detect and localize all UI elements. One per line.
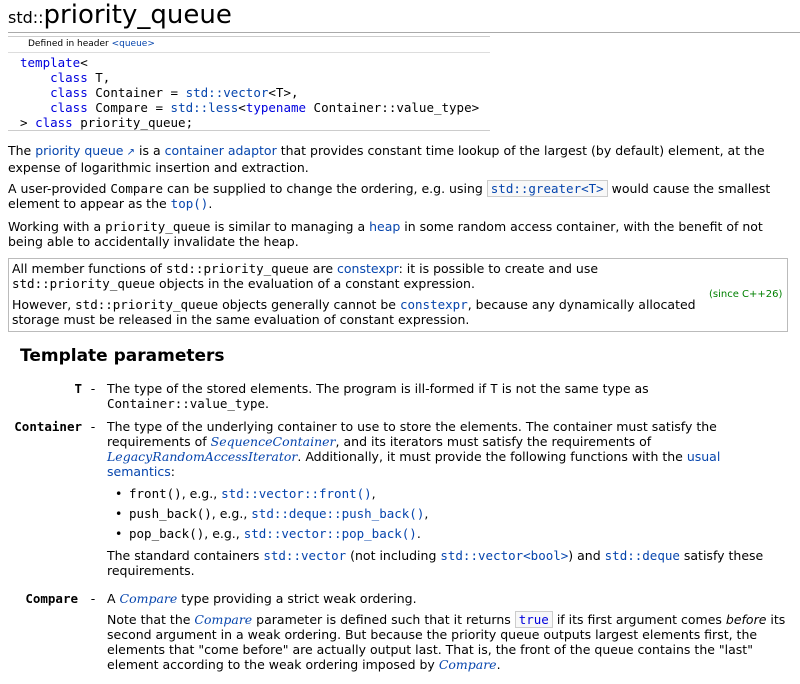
text: A user-provided bbox=[8, 181, 111, 196]
text: , bbox=[424, 506, 429, 521]
text: A bbox=[107, 591, 120, 606]
template-parameters-heading: Template parameters bbox=[20, 346, 225, 366]
text: : bbox=[170, 464, 175, 479]
title-name: priority_queue bbox=[43, 0, 232, 30]
bullet-icon: • bbox=[115, 506, 123, 521]
heap-link[interactable]: heap bbox=[369, 219, 401, 234]
text: (not including bbox=[346, 548, 441, 563]
external-link-icon: ↗ bbox=[123, 147, 136, 158]
code-keyword-class: class bbox=[50, 70, 88, 85]
param-dash: - bbox=[90, 381, 96, 396]
text: : it is possible to create and use bbox=[398, 261, 599, 276]
code: std::priority_queue bbox=[12, 276, 155, 291]
text: can be supplied to change the ordering, e.g. using bbox=[163, 181, 487, 196]
text: , e.g., bbox=[181, 486, 222, 501]
title-divider bbox=[8, 32, 800, 33]
vector-pop-back-link[interactable]: std::vector::pop_back() bbox=[243, 526, 417, 541]
text: . Additionally, it must provide the following functions with the bbox=[297, 449, 687, 464]
text: are bbox=[308, 261, 337, 276]
code: Container::value_type bbox=[107, 396, 266, 411]
standard-containers-note bbox=[107, 548, 787, 578]
code: T bbox=[490, 381, 498, 396]
code-keyword-class: class bbox=[50, 100, 88, 115]
code: std::priority_queue bbox=[165, 261, 309, 276]
text: , e.g., bbox=[204, 526, 244, 541]
text: , because any dynamically allocated storage must be released in the same evaluation of constant expression. bbox=[12, 297, 696, 327]
declaration-code: template< class T, class Container = std::vector<T>, class Compare = std::less<typename Container::value_type> > class priority_queue; bbox=[20, 55, 480, 130]
header-queue-link[interactable]: <queue> bbox=[111, 39, 155, 49]
text: objects generally cannot be bbox=[218, 297, 400, 312]
priority-queue-code: priority_queue bbox=[105, 219, 211, 234]
text: satisfy these requirements. bbox=[107, 548, 764, 578]
true-literal: true bbox=[515, 611, 553, 628]
std-deque-link[interactable]: std::deque bbox=[604, 548, 680, 563]
intro-paragraph-3 bbox=[8, 219, 788, 249]
code-keyword-template: template bbox=[20, 55, 81, 70]
param-desc-container bbox=[107, 419, 787, 479]
text: , e.g., bbox=[211, 506, 252, 521]
text: is a bbox=[135, 143, 165, 158]
defined-in-text: Defined in header bbox=[28, 39, 112, 49]
param-desc-compare bbox=[107, 591, 787, 606]
param-name-container: Container bbox=[14, 419, 82, 434]
text: ) and bbox=[568, 548, 605, 563]
declaration-divider bbox=[8, 52, 490, 53]
code: pop_back() bbox=[129, 526, 205, 541]
code: push_back() bbox=[129, 506, 212, 521]
std-vector-bool-link[interactable]: std::vector<bool> bbox=[440, 548, 569, 563]
compare-link[interactable]: Compare bbox=[194, 612, 253, 627]
code-keyword-class: class bbox=[50, 85, 88, 100]
page-title bbox=[8, 0, 232, 30]
defined-in-header bbox=[28, 39, 155, 49]
text: in some random access container, with the benefit of not being able to accidentally invalidate the heap. bbox=[8, 219, 763, 249]
constexpr-link[interactable]: constexpr bbox=[337, 261, 399, 276]
param-name-compare: Compare bbox=[25, 591, 78, 606]
code-link-std-less[interactable]: std::less bbox=[170, 100, 239, 115]
deque-push-back-link[interactable]: std::deque::push_back() bbox=[251, 506, 425, 521]
text: parameter is defined such that it returns bbox=[252, 612, 515, 627]
title-namespace: std:: bbox=[8, 8, 44, 27]
param-desc-t bbox=[107, 381, 787, 411]
text: Working with a bbox=[8, 219, 106, 234]
container-adaptor-link[interactable]: container adaptor bbox=[164, 143, 277, 158]
text: The standard containers bbox=[107, 548, 264, 563]
constexpr-note-line-2 bbox=[12, 297, 702, 327]
declaration-box bbox=[8, 36, 490, 131]
text: . bbox=[208, 196, 213, 211]
constexpr-note-line-1 bbox=[12, 261, 702, 291]
sequence-container-link[interactable]: SequenceContainer bbox=[210, 434, 336, 449]
text: is not the same type as bbox=[497, 381, 649, 396]
list-item bbox=[115, 506, 775, 521]
text: its second argument in a weak ordering. But because the priority queue outputs largest elements first, the elements that "come before" are actually output last. That is, the front of the queue contains the "last" element according to the weak ordering imposed by bbox=[107, 612, 786, 672]
list-item bbox=[115, 526, 775, 541]
code-keyword-typename: typename bbox=[245, 100, 307, 115]
code-link-std-vector[interactable]: std::vector bbox=[185, 85, 269, 100]
bullet-icon: • bbox=[115, 526, 123, 541]
compare-note bbox=[107, 612, 787, 672]
text: would cause the smallest element to appear as the bbox=[8, 181, 771, 211]
param-dash: - bbox=[90, 419, 96, 434]
list-item bbox=[115, 486, 775, 501]
text: However, bbox=[12, 297, 76, 312]
priority-queue-link[interactable]: priority queue bbox=[35, 143, 124, 158]
std-greater-link[interactable]: std::greater<T> bbox=[487, 180, 608, 197]
text: is similar to managing a bbox=[210, 219, 370, 234]
text: . bbox=[416, 526, 421, 541]
text: The bbox=[8, 143, 36, 158]
param-dash: - bbox=[90, 591, 96, 606]
legacy-random-access-iterator-link[interactable]: LegacyRandomAccessIterator bbox=[107, 449, 298, 464]
text: . bbox=[265, 396, 270, 411]
text: if its first argument comes bbox=[552, 612, 726, 627]
compare-code: Compare bbox=[110, 181, 164, 196]
emphasis-before: before bbox=[725, 612, 767, 627]
text: , and its iterators must satisfy the requirements of bbox=[335, 434, 652, 449]
code: std::priority_queue bbox=[75, 297, 219, 312]
text: Note that the bbox=[107, 612, 195, 627]
text: The type of the stored elements. The program is ill-formed if bbox=[107, 381, 491, 396]
code-keyword-class: class bbox=[35, 115, 73, 130]
text: The type of the underlying container to use to store the elements. The container must satisfy the requirements of bbox=[107, 419, 717, 449]
param-name-t: T bbox=[74, 381, 82, 396]
compare-link[interactable]: Compare bbox=[119, 591, 178, 606]
text: type providing a strict weak ordering. bbox=[177, 591, 417, 606]
since-cpp26-badge: (since C++26) bbox=[709, 289, 783, 300]
top-link[interactable]: top() bbox=[170, 196, 209, 211]
usual-semantics-link[interactable]: usual semantics bbox=[107, 449, 721, 479]
text: . bbox=[496, 657, 501, 672]
std-vector-link[interactable]: std::vector bbox=[263, 548, 347, 563]
text: , bbox=[371, 486, 376, 501]
code: front() bbox=[129, 486, 182, 501]
text: objects in the evaluation of a constant expression. bbox=[155, 276, 475, 291]
constexpr-note-box bbox=[8, 258, 788, 332]
intro-paragraph-2 bbox=[8, 181, 788, 211]
text: that provides constant time lookup of the largest (by default) element, at the expense of logarithmic insertion and extraction. bbox=[8, 143, 765, 175]
vector-front-link[interactable]: std::vector::front() bbox=[221, 486, 372, 501]
constexpr-link[interactable]: constexpr bbox=[399, 297, 468, 312]
intro-paragraph-1 bbox=[8, 143, 788, 175]
bullet-icon: • bbox=[115, 486, 123, 501]
text: All member functions of bbox=[12, 261, 166, 276]
compare-link[interactable]: Compare bbox=[438, 657, 497, 672]
